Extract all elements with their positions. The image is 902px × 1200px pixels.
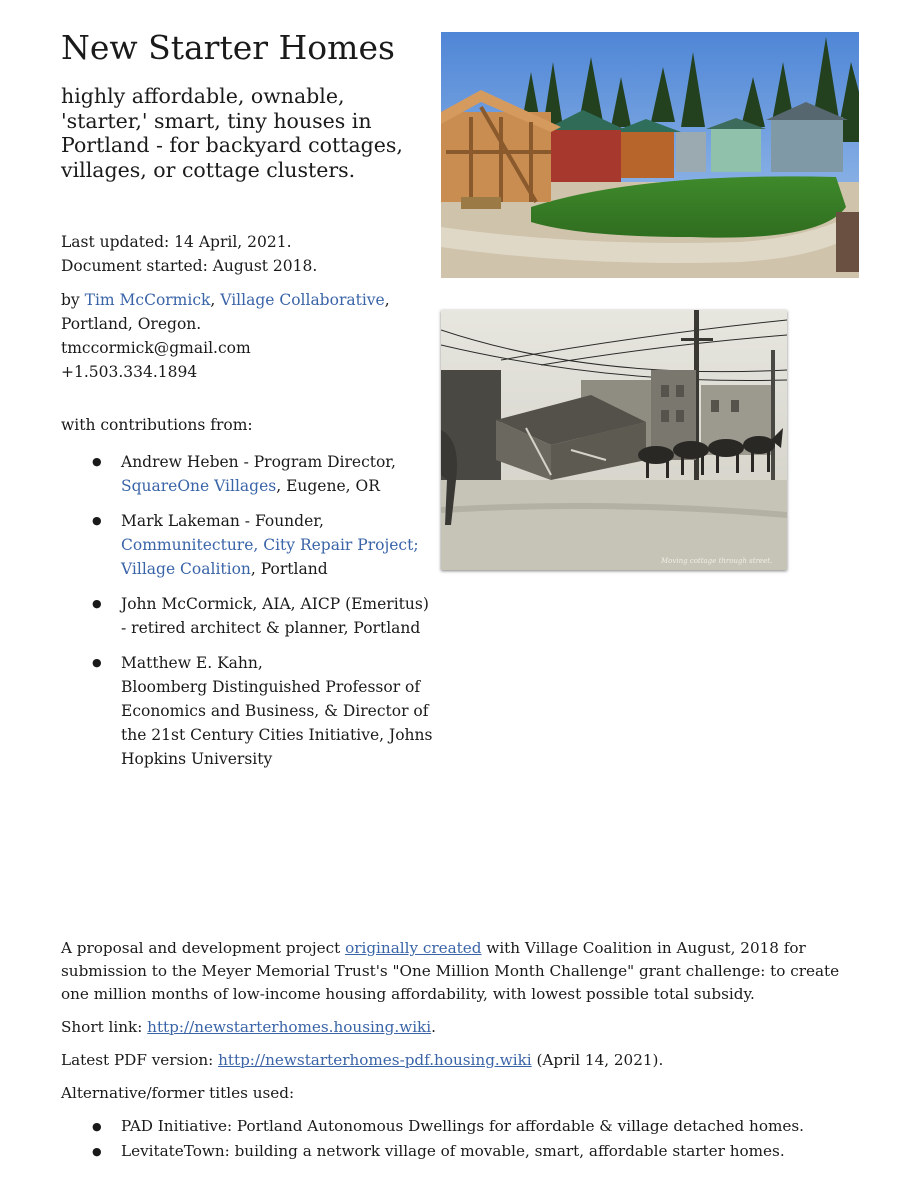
alt-titles-label: Alternative/former titles used: xyxy=(61,1084,295,1102)
pdf-link[interactable]: http://newstarterhomes-pdf.housing.wiki xyxy=(218,1051,532,1069)
contributor-suffix: , Portland xyxy=(250,560,328,578)
author-byline xyxy=(61,288,390,384)
org-link[interactable]: Village Collaborative xyxy=(220,291,385,309)
contributor-text: Mark Lakeman - Founder, xyxy=(121,512,324,530)
contributor-link[interactable]: SquareOne Villages xyxy=(121,477,277,495)
comma: , xyxy=(210,291,221,309)
document-started: Document started: August 2018. xyxy=(61,257,318,275)
org-suffix: , xyxy=(384,291,390,309)
contributor-item xyxy=(61,450,436,498)
last-updated: Last updated: 14 April, 2021. xyxy=(61,233,292,251)
contributor-suffix: , Eugene, OR xyxy=(276,477,380,495)
contributor-name: ● Matthew E. Kahn, xyxy=(121,654,263,672)
contributor-role: Bloomberg Distinguished Professor of Economics and Business, & Director of the 21st Century Cities Initiative, Johns Hopkins University xyxy=(121,678,433,768)
proposal-paragraph xyxy=(61,937,851,1006)
project-description xyxy=(61,937,851,1165)
photo-caption: Moving cottage through street. xyxy=(661,557,773,565)
short-link-label: Short link: xyxy=(61,1018,148,1036)
alt-title-item: ● PAD Initiative: Portland Autonomous Dwellings for affordable & village detached homes. xyxy=(61,1115,851,1138)
contributor-text: John McCormick, AIA, AICP (Emeritus) - retired architect & planner, Portland xyxy=(121,595,429,637)
contributor-list xyxy=(61,450,436,782)
tiny-house-village-photo xyxy=(441,32,859,278)
location: Portland, Oregon. xyxy=(61,315,202,333)
pdf-label: Latest PDF version: xyxy=(61,1051,219,1069)
contributor-item xyxy=(61,509,436,581)
contributor-item xyxy=(61,651,436,771)
short-link-end: . xyxy=(431,1018,436,1036)
email: tmccormick@gmail.com xyxy=(61,339,251,357)
document-subtitle: highly affordable, ownable, 'starter,' smart, tiny houses in Portland - for backyard cottages, villages, or cottage clusters. xyxy=(61,84,403,182)
alt-titles-list xyxy=(61,1115,851,1163)
author-link[interactable]: Tim McCormick xyxy=(84,291,211,309)
alt-title-item: ● LevitateTown: building a network village of movable, smart, affordable starter homes. xyxy=(61,1140,851,1163)
document-title: New Starter Homes xyxy=(61,28,395,67)
tiny-house-village-image xyxy=(441,32,859,278)
proposal-text-rest: with Village Coalition in August, 2018 for submission to the Meyer Memorial Trust's "One Million Month Challenge" grant challenge: to create one million months of low-income housing affordability, with lowest possible total subsidy. xyxy=(61,939,840,1003)
contributor-text: Andrew Heben - Program Director, xyxy=(121,453,396,471)
historic-house-moving-photo xyxy=(441,310,787,570)
contributions-label: with contributions from: xyxy=(61,416,253,434)
phone: +1.503.334.1894 xyxy=(61,363,198,381)
by-prefix: by xyxy=(61,291,85,309)
author-line xyxy=(61,288,390,312)
historic-house-moving-image xyxy=(441,310,787,570)
proposal-text: A proposal and development project xyxy=(61,939,346,957)
contributor-item xyxy=(61,592,436,640)
originally-created-link[interactable]: originally created xyxy=(345,939,482,957)
short-link[interactable]: http://newstarterhomes.housing.wiki xyxy=(147,1018,432,1036)
pdf-date: (April 14, 2021). xyxy=(531,1051,664,1069)
date-info xyxy=(61,230,317,278)
short-link-line xyxy=(61,1016,851,1039)
contributor-link[interactable]: Communitecture, City Repair Project; Village Coalition xyxy=(121,536,419,578)
pdf-link-line xyxy=(61,1049,851,1072)
